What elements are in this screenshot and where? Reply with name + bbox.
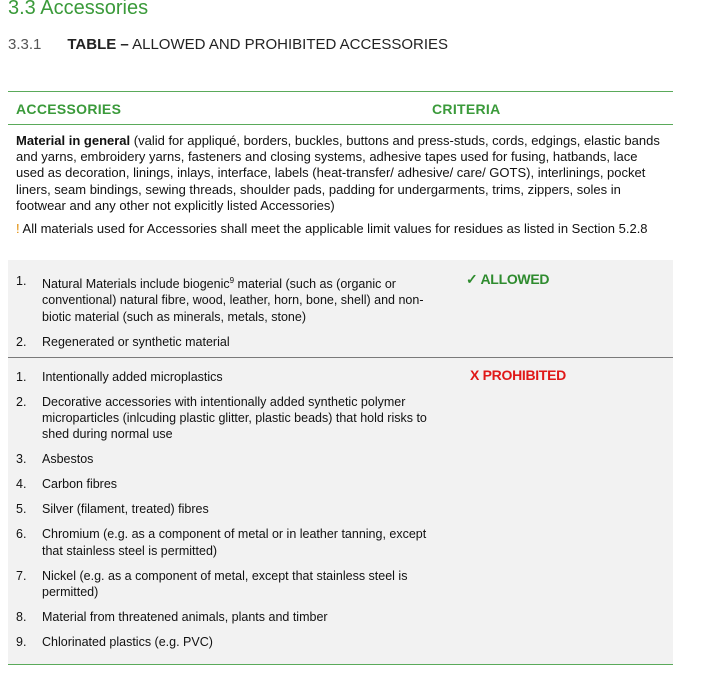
material-general-text: (valid for appliqué, borders, buckles, buttons and press-studs, cords, edgings, elastic bands and yarns, embroidery yarns, fasteners and closing systems, adhesive tapes used for fusing, hatbands, lace used as decoration, linings, inlays, interface, labels (heat-transfer/ adhesive/ care/ GOTS), interlinings, pocket liners, seam bindings, sewing threads, shoulder pads, padding for undergarments, trims, zippers, soles in footwear and any other not explicitly listed Accessories) [16,133,660,213]
material-general-heading: Material in general [16,133,131,148]
list-item [16,501,436,517]
item-text: Carbon fibres [42,477,118,492]
item-text: Chlorinated plastics (e.g. PVC) [42,634,213,649]
residue-note-text: All materials used for Accessories shall meet the applicable limit values for residues as listed in Section 5.2.8 [19,221,648,236]
section-title [8,0,148,20]
allowed-label: ✓ ALLOWED [466,271,550,287]
item-number: 4. [16,477,27,492]
item-text: Silver (filament, treated) fibres [42,502,209,517]
table-top-rule [8,91,673,92]
section-name: Accessories [40,0,149,19]
item-text: Regenerated or synthetic material [42,334,230,349]
exclamation-icon: ! [16,221,20,236]
item-number: 1. [16,370,27,384]
section-number: 3.3 [8,0,36,19]
footnote-mark: 9 [229,276,235,285]
list-item [16,476,436,492]
item-text: Chromium (e.g. as a component of metal or in leather tanning, except that stainless steel is permitted) [42,527,427,558]
prohibited-label: X PROHIBITED [470,367,566,383]
item-number: 2. [16,334,27,349]
list-item [16,451,436,467]
list-item [16,634,436,650]
subsection-title-rest: ALLOWED AND PROHIBITED ACCESSORIES [128,36,449,53]
item-number: 3. [16,452,27,467]
item-number: 6. [16,527,27,542]
subsection-number: 3.3.1 [8,36,42,53]
list-item [16,369,436,385]
allowed-list [16,273,436,350]
item-text: Material from threatened animals, plants and timber [42,609,328,624]
list-item [16,568,436,600]
item-text: Decorative accessories with intentionally added synthetic polymer microparticles (inlcuding plastic glitter, plastic beads) that hold risks to shed during normal use [42,395,427,442]
subsection-title [8,36,448,53]
item-number: 9. [16,634,27,649]
item-number: 7. [16,568,27,583]
item-text-cont: material (such as (organic or conventional) natural fibre, wood, leather, horn, bone, shell) and non-biotic material (such as minerals, metals, stone) [42,277,424,324]
item-text: Natural Materials include biogenic [42,277,230,292]
item-text: Nickel (e.g. as a component of metal, except that stainless steel is permitted) [42,568,408,599]
list-item [16,334,436,350]
item-text: Asbestos [42,452,94,467]
column-header-accessories: ACCESSORIES [16,101,122,117]
item-number: 8. [16,609,27,624]
item-number: 5. [16,502,27,517]
list-item [16,273,436,325]
list-item [16,526,436,558]
item-text: Intentionally added microplastics [42,370,223,384]
item-number: 2. [16,395,27,409]
item-number: 1. [16,274,27,288]
table-bottom-rule [8,664,673,665]
column-header-criteria: CRITERIA [432,101,501,117]
residue-note [16,221,666,237]
material-general-paragraph [16,133,666,214]
list-item [16,394,436,443]
table-header-rule [8,124,673,125]
list-item [16,609,436,625]
subsection-title-bold: TABLE – [67,36,129,53]
prohibited-list [16,369,436,659]
